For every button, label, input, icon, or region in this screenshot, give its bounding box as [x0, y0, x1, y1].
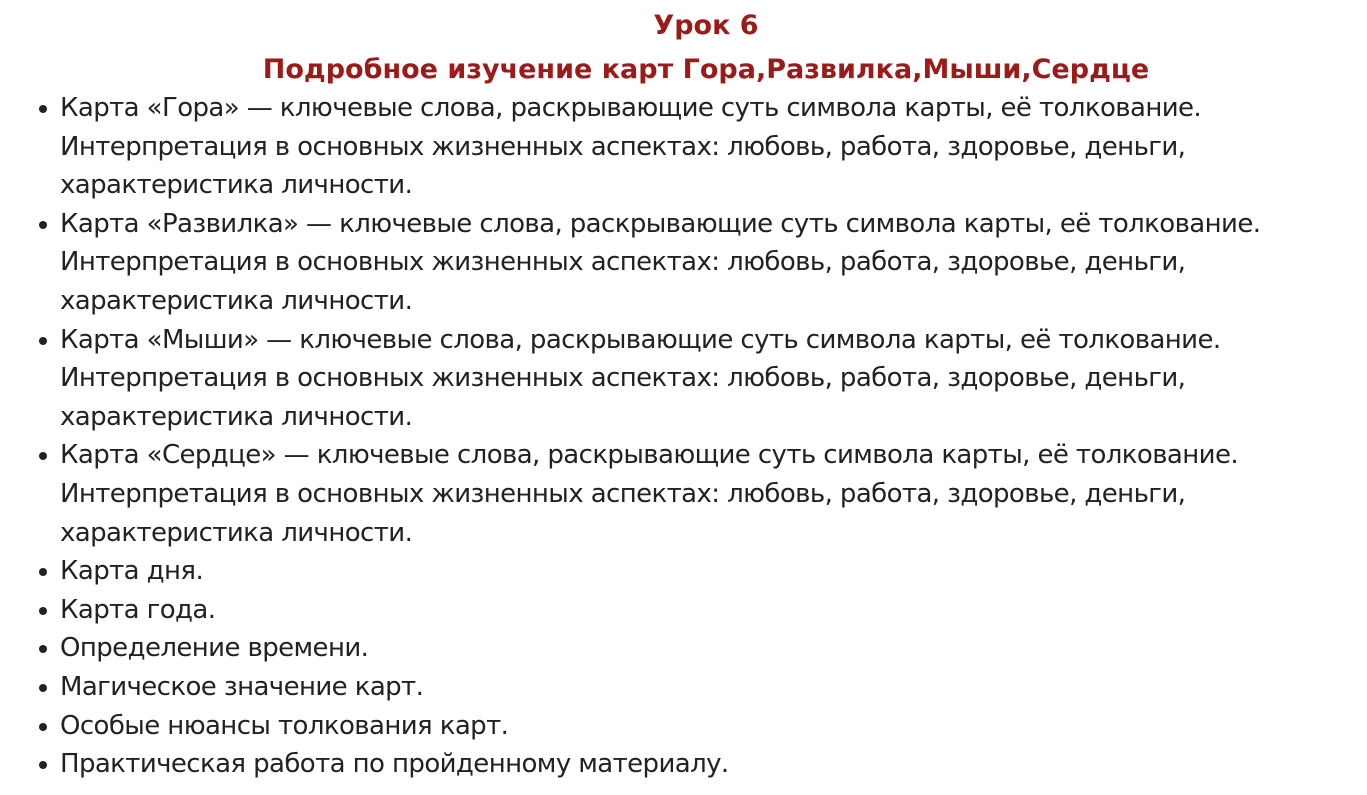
topic-text-line: Особые нюансы толкования карт. [60, 710, 509, 741]
lesson-subtitle: Подробное изучение карт Гора,Развилка,Мыши,Сердце [262, 54, 1150, 85]
bullet-icon [39, 607, 47, 615]
topic-text-line: Карта года. [60, 594, 216, 625]
topic-magical-meaning [34, 668, 1354, 707]
topic-interpretation-nuances [34, 707, 1354, 746]
bullet-icon [39, 645, 47, 653]
bullet-icon [39, 684, 47, 692]
topic-text-line: Интерпретация в основных жизненных аспектах: любовь, работа, здоровье, деньги, [60, 478, 1186, 509]
bullet-icon [39, 723, 47, 731]
bullet-icon [39, 761, 47, 769]
topic-text-line: Интерпретация в основных жизненных аспектах: любовь, работа, здоровье, деньги, [60, 363, 1186, 394]
topic-text-line: характеристика личности. [60, 285, 413, 316]
topic-text-line: характеристика личности. [60, 517, 413, 548]
bullet-icon [39, 337, 47, 345]
topic-text-line: Карта «Гора» — ключевые слова, раскрывающие суть символа карты, её толкование. [60, 93, 1202, 123]
topic-text-line: характеристика личности. [60, 401, 413, 432]
lesson-topics-list [34, 89, 1354, 784]
topic-text-line: Интерпретация в основных жизненных аспектах: любовь, работа, здоровье, деньги, [60, 247, 1186, 278]
topic-text-line: Карта «Сердце» — ключевые слова, раскрывающие суть символа карты, её толкование. [60, 440, 1239, 471]
topic-practical-work [34, 745, 1354, 784]
lesson-title: Урок 6 [653, 10, 759, 41]
topic-text-line: Определение времени. [60, 633, 369, 664]
topic-text-line: Практическая работа по пройденному материалу. [60, 749, 729, 780]
bullet-icon [39, 452, 47, 460]
topic-mice-card [34, 321, 1354, 437]
bullet-icon [39, 568, 47, 576]
topic-time-determination [34, 629, 1354, 668]
bullet-icon [39, 221, 47, 229]
topic-text-line: Карта «Развилка» — ключевые слова, раскрывающие суть символа карты, её толкование. [60, 208, 1261, 239]
topic-heart-card [34, 436, 1354, 552]
topic-text-line: Магическое значение карт. [60, 671, 424, 702]
topic-text-line: Интерпретация в основных жизненных аспектах: любовь, работа, здоровье, деньги, [60, 131, 1186, 162]
topic-text-line: Карта дня. [60, 556, 204, 587]
bullet-icon [39, 105, 47, 113]
topic-crossroads-card [34, 205, 1354, 321]
topic-text-line: Карта «Мыши» — ключевые слова, раскрывающие суть символа карты, её толкование. [60, 324, 1221, 355]
topic-card-of-day [34, 552, 1354, 591]
topic-card-of-year [34, 591, 1354, 630]
topic-mountain-card [34, 89, 1354, 205]
topic-text-line: характеристика личности. [60, 170, 413, 201]
